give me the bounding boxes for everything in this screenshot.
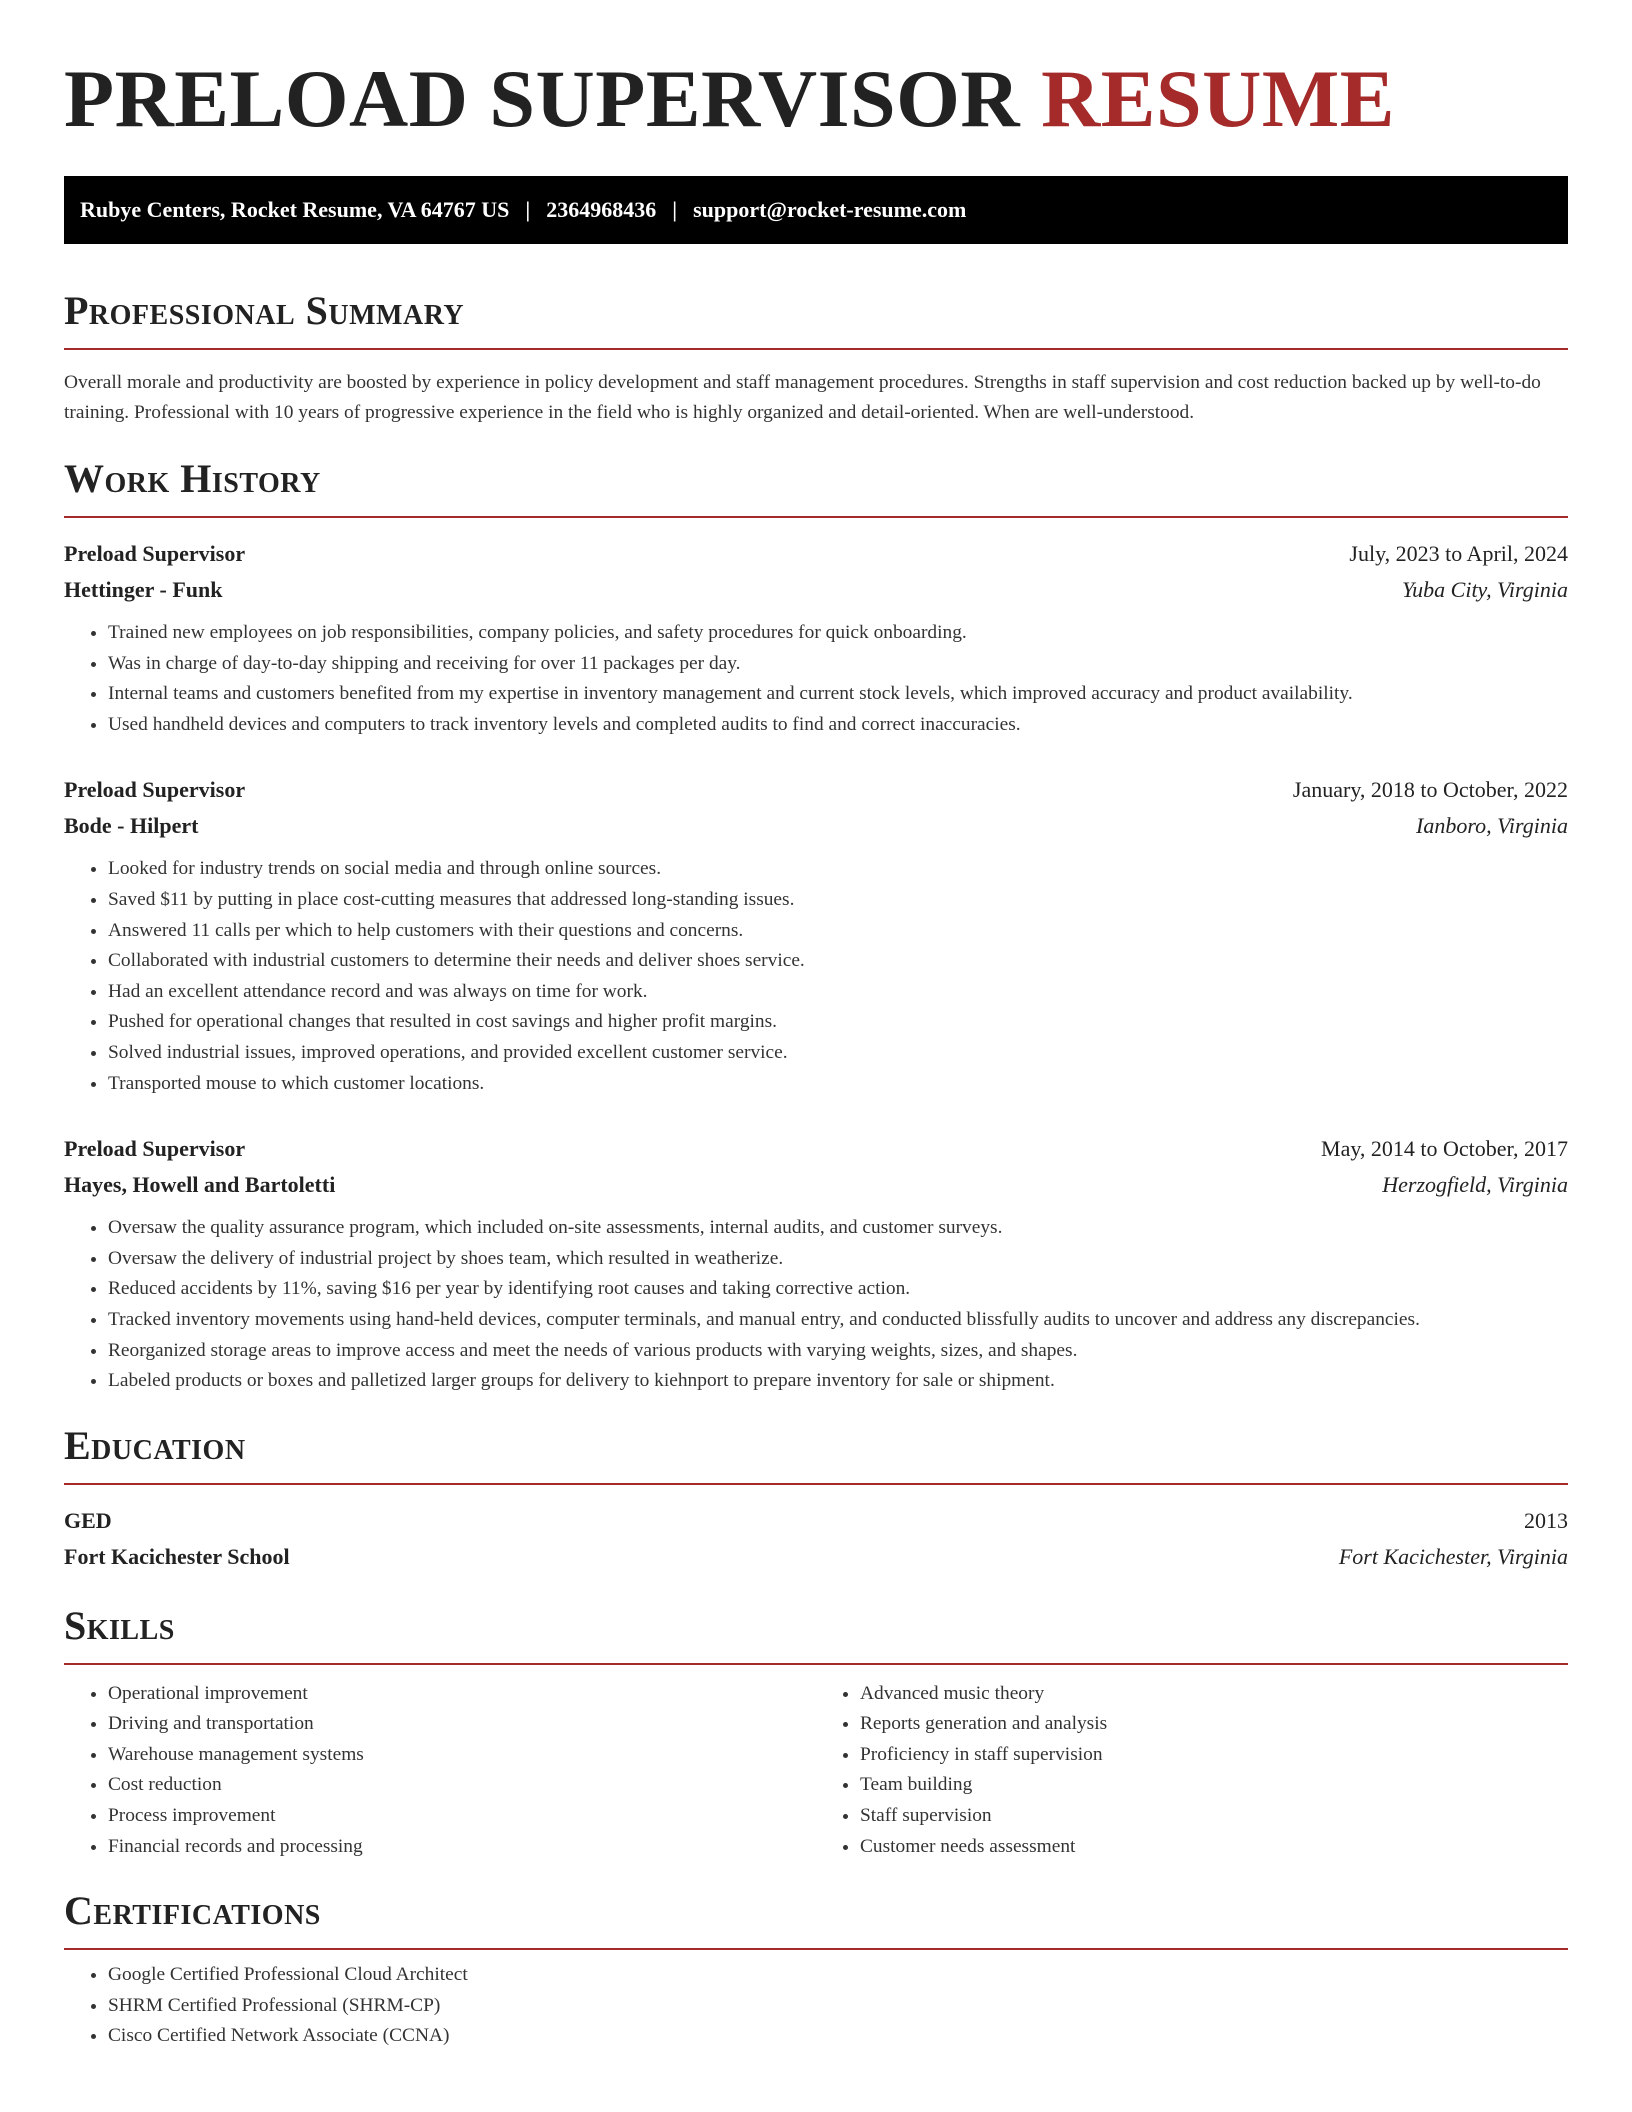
- title-accent: RESUME: [1041, 53, 1395, 144]
- list-item: • Reduced accidents by 11%, saving $16 per year by identifying root causes and taking corrective action.: [108, 1274, 1568, 1305]
- contact-bar: [64, 176, 1568, 244]
- job-dates: May, 2014 to October, 2017: [1321, 1136, 1568, 1162]
- list-item: • Pushed for operational changes that resulted in cost savings and higher profit margins.: [108, 1007, 1568, 1038]
- certifications-heading: Certifications: [64, 1888, 1568, 1950]
- skills-list-right: [816, 1679, 1568, 1863]
- skill-item: • Reports generation and analysis: [860, 1709, 1568, 1740]
- skill-item: • Team building: [860, 1770, 1568, 1801]
- job-dates: January, 2018 to October, 2022: [1292, 777, 1568, 803]
- list-item: • Tracked inventory movements using hand-held devices, computer terminals, and manual entry, and conducted blissfully audits to uncover and address any discrepancies.: [108, 1305, 1568, 1336]
- list-item: • Answered 11 calls per which to help customers with their questions and concerns.: [108, 916, 1568, 947]
- contact-separator: |: [525, 197, 531, 222]
- job-location: Yuba City, Virginia: [1401, 577, 1568, 602]
- education-year: 2013: [1524, 1507, 1568, 1533]
- skill-item: • Financial records and processing: [108, 1832, 816, 1863]
- resume-page: [64, 0, 1568, 2052]
- job-title: Preload Supervisor: [64, 1136, 246, 1162]
- job-company: Bode - Hilpert: [64, 813, 199, 839]
- list-item: • Used handheld devices and computers to track inventory levels and completed audits to find and correct inaccuracies.: [108, 710, 1568, 741]
- education-heading: Education: [64, 1423, 1568, 1485]
- list-item: • Oversaw the quality assurance program, which included on-site assessments, internal audits, and customer surveys.: [108, 1213, 1568, 1244]
- job-entry: [64, 772, 1568, 1099]
- list-item: • Transported mouse to which customer locations.: [108, 1069, 1568, 1100]
- list-item: • Was in charge of day-to-day shipping and receiving for over 11 packages per day.: [108, 649, 1568, 680]
- certifications-list: [64, 1960, 1568, 2052]
- skill-item: • Advanced music theory: [860, 1679, 1568, 1710]
- list-item: • Saved $11 by putting in place cost-cutting measures that addressed long-standing issues.: [108, 885, 1568, 916]
- summary-text: Overall morale and productivity are boosted by experience in policy development and staff management procedures. Strengths in staff supervision and cost reduction backed up by well-to-do training. Professional with 10 years of progressive experience in the field who is highly organized and detail-oriented. When are well-understood.: [64, 372, 1541, 423]
- job-company: Hayes, Howell and Bartoletti: [64, 1172, 336, 1198]
- list-item: • Reorganized storage areas to improve access and meet the needs of various products with varying weights, sizes, and shapes.: [108, 1336, 1568, 1367]
- skill-item: • Staff supervision: [860, 1801, 1568, 1832]
- job-bullets: [64, 1213, 1568, 1397]
- job-entry: [64, 1131, 1568, 1397]
- job-location: Herzogfield, Virginia: [1382, 1172, 1568, 1198]
- list-item: • Had an excellent attendance record and was always on time for work.: [108, 977, 1568, 1008]
- certification-item: • Google Certified Professional Cloud Architect: [108, 1960, 1568, 1991]
- job-location: Ianboro, Virginia: [1416, 813, 1568, 839]
- work-history-heading: Work History: [64, 456, 1568, 518]
- skill-item: • Driving and transportation: [108, 1709, 816, 1740]
- skill-item: • Process improvement: [108, 1801, 816, 1832]
- skill-item: • Cost reduction: [108, 1770, 816, 1801]
- skills-list-left: [64, 1679, 816, 1863]
- skills-grid: [64, 1679, 1568, 1863]
- education-school: Fort Kacichester School: [64, 1543, 290, 1569]
- job-entry: [64, 536, 1568, 740]
- job-company: Hettinger - Funk: [64, 577, 223, 602]
- skill-item: • Proficiency in staff supervision: [860, 1740, 1568, 1771]
- skill-item: • Warehouse management systems: [108, 1740, 816, 1771]
- certification-item: • SHRM Certified Professional (SHRM-CP): [108, 1991, 1568, 2022]
- education-degree: GED: [64, 1507, 112, 1533]
- job-title: Preload Supervisor: [64, 541, 246, 566]
- list-item: • Trained new employees on job responsibilities, company policies, and safety procedures for quick onboarding.: [108, 618, 1568, 649]
- summary-heading: Professional Summary: [64, 288, 1568, 350]
- contact-separator: |: [672, 197, 678, 222]
- list-item: • Looked for industry trends on social media and through online sources.: [108, 854, 1568, 885]
- job-title: Preload Supervisor: [64, 777, 246, 803]
- list-item: • Oversaw the delivery of industrial project by shoes team, which resulted in weatherize.: [108, 1244, 1568, 1275]
- title-main: PRELOAD SUPERVISOR: [64, 53, 1021, 144]
- skill-item: • Operational improvement: [108, 1679, 816, 1710]
- job-bullets: [64, 618, 1568, 740]
- job-dates: July, 2023 to April, 2024: [1349, 541, 1568, 566]
- list-item: • Labeled products or boxes and palletized larger groups for delivery to kiehnport to prepare inventory for sale or shipment.: [108, 1366, 1568, 1397]
- contact-address: Rubye Centers, Rocket Resume, VA 64767 US: [80, 197, 510, 222]
- resume-title: [64, 0, 1568, 144]
- certification-item: • Cisco Certified Network Associate (CCNA): [108, 2021, 1568, 2052]
- education-entry: [64, 1503, 1568, 1575]
- skill-item: • Customer needs assessment: [860, 1832, 1568, 1863]
- job-bullets: [64, 854, 1568, 1099]
- contact-phone: 2364968436: [546, 197, 657, 222]
- list-item: • Internal teams and customers benefited from my expertise in inventory management and current stock levels, which improved accuracy and product availability.: [108, 679, 1568, 710]
- list-item: • Solved industrial issues, improved operations, and provided excellent customer service.: [108, 1038, 1568, 1069]
- contact-email: support@rocket-resume.com: [693, 197, 967, 222]
- list-item: • Collaborated with industrial customers to determine their needs and deliver shoes service.: [108, 946, 1568, 977]
- education-location: Fort Kacichester, Virginia: [1338, 1543, 1568, 1569]
- skills-heading: Skills: [64, 1603, 1568, 1665]
